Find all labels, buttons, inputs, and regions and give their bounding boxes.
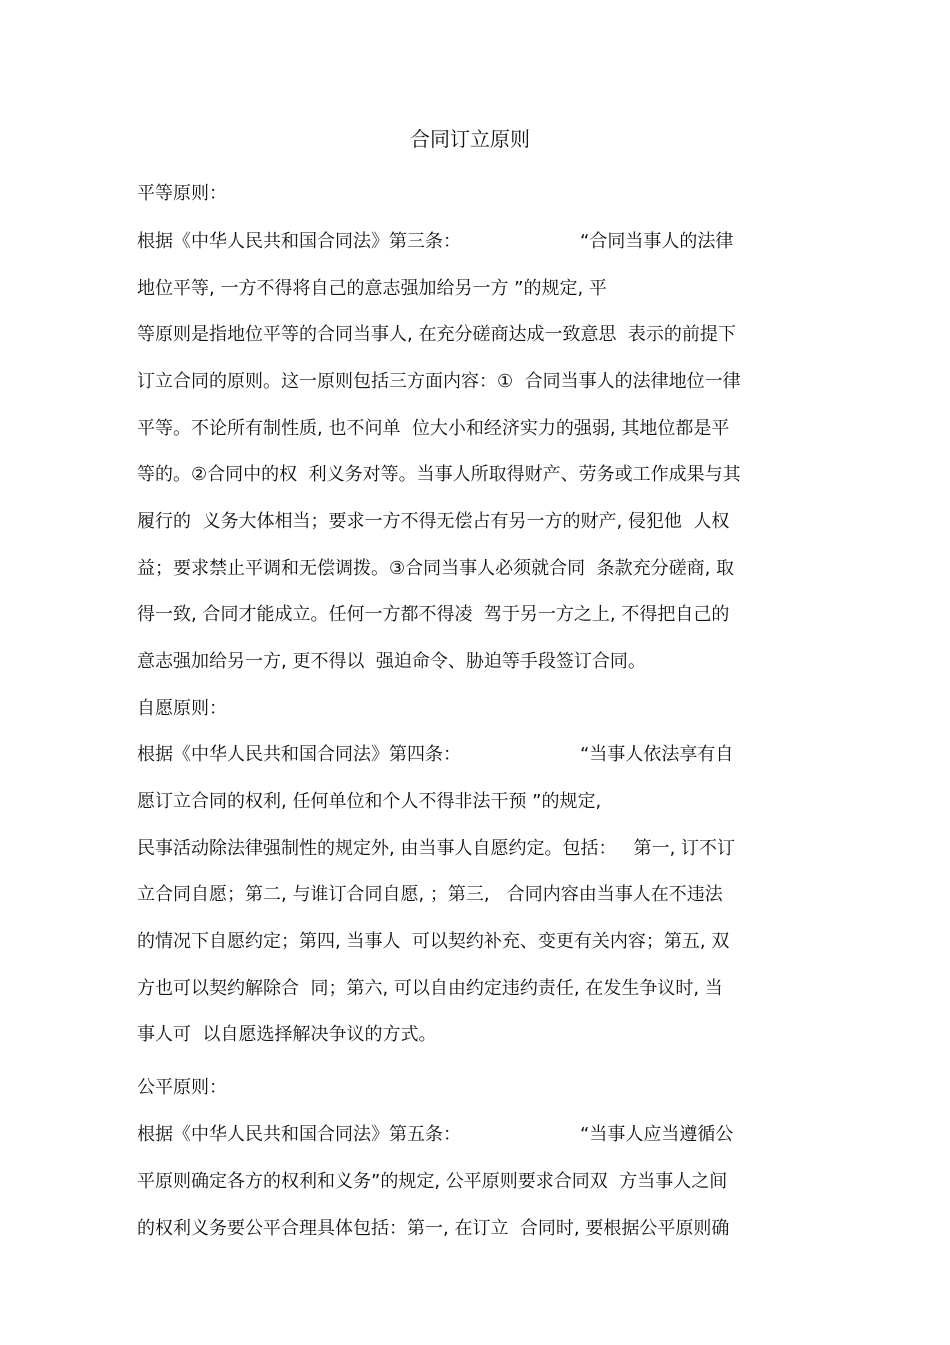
paragraph-line: 根据《中华人民共和国合同法》第四条： (137, 744, 461, 765)
paragraph-line: 根据《中华人民共和国合同法》第三条： (137, 231, 461, 252)
document-title: 合同订立原则 (410, 127, 530, 151)
paragraph-line: 事人可 以自愿选择解决争议的方式。 (137, 1024, 437, 1045)
paragraph-line: 的情况下自愿约定；第四, 当事人 可以契约补充、变更有关内容；第五, 双 (137, 931, 730, 952)
paragraph-line: 的权利义务要公平合理具体包括：第一, 在订立 合同时, 要根据公平原则确 (137, 1218, 730, 1239)
paragraph-line: 立合同自愿；第二, 与谁订合同自愿, ；第三, 合同内容由当事人在不违法 (137, 884, 723, 905)
paragraph-line: 民事活动除法律强制性的规定外, 由当事人自愿约定。包括： 第一, 订不订 (137, 838, 736, 859)
paragraph-line: 得一致, 合同才能成立。任何一方都不得凌 驾于另一方之上, 不得把自己的 (137, 604, 730, 625)
paragraph-line: 等的。②合同中的权 利义务对等。当事人所取得财产、劳务或工作成果与其 (137, 464, 741, 485)
paragraph-line: 地位平等, 一方不得将自己的意志强加给另一方 ”的规定, 平 (137, 278, 607, 299)
paragraph-line: 根据《中华人民共和国合同法》第五条： (137, 1124, 461, 1145)
paragraph-line: 意志强加给另一方, 更不得以 强迫命令、胁迫等手段签订合同。 (137, 651, 646, 672)
quote-start: “合同当事人的法律 (580, 231, 734, 252)
paragraph-line: 平原则确定各方的权利和义务”的规定, 公平原则要求合同双 方当事人之间 (137, 1171, 728, 1192)
paragraph-line: 方也可以契约解除合 同；第六, 可以自由约定违约责任, 在发生争议时, 当 (137, 978, 723, 999)
paragraph-line: 益；要求禁止平调和无偿调拨。③合同当事人必须就合同 条款充分磋商, 取 (137, 558, 735, 579)
section-heading-equality: 平等原则： (137, 183, 227, 204)
paragraph-line: 履行的 义务大体相当；要求一方不得无偿占有另一方的财产, 侵犯他 人权 (137, 511, 730, 532)
paragraph-line: 订立合同的原则。这一原则包括三方面内容：① 合同当事人的法律地位一律 (137, 371, 741, 392)
quote-start: “当事人依法享有自 (580, 744, 734, 765)
section-heading-voluntariness: 自愿原则： (137, 698, 227, 719)
paragraph-line: 等原则是指地位平等的合同当事人, 在充分磋商达成一致意思 表示的前提下 (137, 324, 736, 345)
quote-start: “当事人应当遵循公 (580, 1124, 734, 1145)
section-heading-fairness: 公平原则： (137, 1077, 227, 1098)
paragraph-line: 平等。不论所有制性质, 也不问单 位大小和经济实力的强弱, 其地位都是平 (137, 418, 730, 439)
paragraph-line: 愿订立合同的权利, 任何单位和个人不得非法干预 ”的规定, (137, 791, 602, 812)
